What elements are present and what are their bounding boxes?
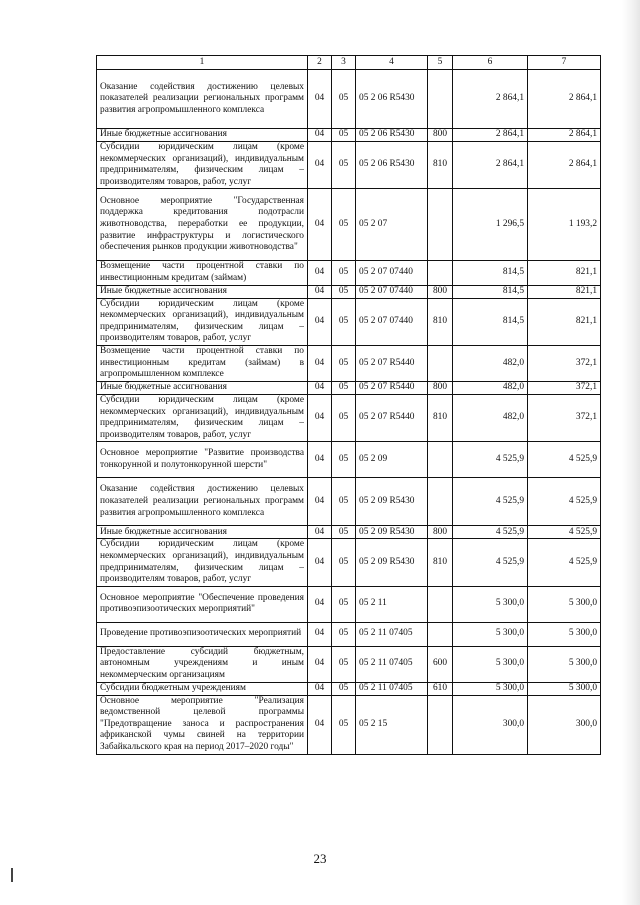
table-row: [97, 646, 601, 682]
row-code-3-cell: 05: [332, 189, 356, 261]
table-row: [97, 345, 601, 381]
row-code-4-cell: 05 2 07 07440: [356, 298, 428, 345]
row-code-3-cell: 05: [332, 478, 356, 526]
header-col-3: 3: [332, 56, 356, 70]
row-value-7-cell: 372,1: [528, 381, 601, 394]
row-value-7-cell: 4 525,9: [528, 478, 601, 526]
row-value-7-cell: 4 525,9: [528, 539, 601, 586]
budget-table: [96, 55, 601, 755]
row-code-3-cell: 05: [332, 70, 356, 129]
row-name-cell: Иные бюджетные ассигнования: [97, 381, 308, 394]
row-code-2-cell: 04: [308, 142, 332, 189]
row-value-7-cell: 5 300,0: [528, 586, 601, 622]
scan-edge-shadow: [622, 0, 640, 905]
row-code-5-cell: 800: [428, 285, 453, 298]
row-name-cell: Иные бюджетные ассигнования: [97, 526, 308, 539]
row-value-7-cell: 1 193,2: [528, 189, 601, 261]
row-value-6-cell: 4 525,9: [453, 526, 528, 539]
row-value-7-cell: 5 300,0: [528, 622, 601, 646]
row-value-6-cell: 814,5: [453, 298, 528, 345]
row-code-3-cell: 05: [332, 586, 356, 622]
row-code-3-cell: 05: [332, 261, 356, 285]
row-code-3-cell: 05: [332, 695, 356, 754]
row-name-cell: Основное мероприятие "Развитие производства тонкорунной и полутонкорунной шерсти": [97, 442, 308, 478]
row-value-6-cell: 2 864,1: [453, 129, 528, 142]
row-value-6-cell: 814,5: [453, 285, 528, 298]
row-value-6-cell: 5 300,0: [453, 622, 528, 646]
table-row: [97, 189, 601, 261]
row-value-7-cell: 5 300,0: [528, 682, 601, 695]
row-code-5-cell: [428, 189, 453, 261]
row-code-4-cell: 05 2 09 R5430: [356, 478, 428, 526]
row-code-2-cell: 04: [308, 129, 332, 142]
row-code-5-cell: 810: [428, 394, 453, 441]
row-name-cell: Субсидии юридическим лицам (кроме некоммерческих организаций), индивидуальным предпринимателям, физическим лицам – производителям товаров, работ, услуг: [97, 142, 308, 189]
table-row: [97, 682, 601, 695]
row-name-cell: Иные бюджетные ассигнования: [97, 285, 308, 298]
row-code-3-cell: 05: [332, 622, 356, 646]
row-name-cell: Основное мероприятие "Государственная поддержка кредитования подотрасли животноводства, переработки ее продукции, развитие инфраструктуры и логистического обеспечения рынков продукции животноводства": [97, 189, 308, 261]
row-name-cell: Проведение противоэпизоотических мероприятий: [97, 622, 308, 646]
row-value-7-cell: 2 864,1: [528, 129, 601, 142]
table-row: [97, 526, 601, 539]
row-name-cell: Возмещение части процентной ставки по инвестиционным кредитам (займам) в агропромышленном комплексе: [97, 345, 308, 381]
row-value-6-cell: 4 525,9: [453, 539, 528, 586]
row-code-5-cell: [428, 261, 453, 285]
row-code-5-cell: 610: [428, 682, 453, 695]
row-code-4-cell: 05 2 11 07405: [356, 682, 428, 695]
row-code-4-cell: 05 2 09: [356, 442, 428, 478]
row-value-7-cell: 372,1: [528, 345, 601, 381]
page-number: 23: [313, 851, 327, 866]
row-code-2-cell: 04: [308, 70, 332, 129]
row-value-7-cell: 821,1: [528, 298, 601, 345]
row-name-cell: Субсидии юридическим лицам (кроме некоммерческих организаций), индивидуальным предпринимателям, физическим лицам – производителям товаров, работ, услуг: [97, 298, 308, 345]
header-col-5: 5: [428, 56, 453, 70]
row-code-3-cell: 05: [332, 142, 356, 189]
row-code-5-cell: 800: [428, 526, 453, 539]
row-code-3-cell: 05: [332, 646, 356, 682]
row-code-2-cell: 04: [308, 298, 332, 345]
header-row: [97, 56, 601, 70]
row-name-cell: Оказание содействия достижению целевых показателей реализации региональных программ развития агропромышленного комплекса: [97, 478, 308, 526]
table-row: [97, 285, 601, 298]
table-row: [97, 586, 601, 622]
row-code-2-cell: 04: [308, 189, 332, 261]
table-row: [97, 70, 601, 129]
row-code-2-cell: 04: [308, 261, 332, 285]
row-value-6-cell: 482,0: [453, 394, 528, 441]
row-code-2-cell: 04: [308, 442, 332, 478]
row-code-4-cell: 05 2 11 07405: [356, 646, 428, 682]
row-value-7-cell: 4 525,9: [528, 442, 601, 478]
row-value-6-cell: 814,5: [453, 261, 528, 285]
row-code-3-cell: 05: [332, 381, 356, 394]
row-code-2-cell: 04: [308, 381, 332, 394]
row-code-5-cell: 800: [428, 129, 453, 142]
row-name-cell: Основное мероприятие "Реализация ведомственной целевой программы "Предотвращение заноса и распространения африканской чумы свиней на территории Забайкальского края на период 2017–2020 годы": [97, 695, 308, 754]
table-row: [97, 478, 601, 526]
row-code-2-cell: 04: [308, 586, 332, 622]
row-value-7-cell: 821,1: [528, 285, 601, 298]
row-code-4-cell: 05 2 07 07440: [356, 285, 428, 298]
row-value-7-cell: 300,0: [528, 695, 601, 754]
row-code-2-cell: 04: [308, 622, 332, 646]
table-row: [97, 394, 601, 441]
header-col-4: 4: [356, 56, 428, 70]
row-code-4-cell: 05 2 07 07440: [356, 261, 428, 285]
row-code-2-cell: 04: [308, 682, 332, 695]
row-code-5-cell: [428, 345, 453, 381]
row-name-cell: Иные бюджетные ассигнования: [97, 129, 308, 142]
row-value-7-cell: 4 525,9: [528, 526, 601, 539]
row-code-4-cell: 05 2 06 R5430: [356, 129, 428, 142]
scan-artifact-mark: [11, 868, 13, 882]
row-code-3-cell: 05: [332, 129, 356, 142]
row-code-4-cell: 05 2 07 R5440: [356, 381, 428, 394]
row-code-4-cell: 05 2 09 R5430: [356, 539, 428, 586]
row-code-4-cell: 05 2 06 R5430: [356, 142, 428, 189]
row-value-6-cell: 482,0: [453, 345, 528, 381]
row-code-2-cell: 04: [308, 285, 332, 298]
table-row: [97, 129, 601, 142]
row-value-6-cell: 4 525,9: [453, 442, 528, 478]
row-code-3-cell: 05: [332, 298, 356, 345]
table-row: [97, 442, 601, 478]
row-code-5-cell: [428, 586, 453, 622]
row-value-6-cell: 5 300,0: [453, 682, 528, 695]
row-name-cell: Оказание содействия достижению целевых показателей реализации региональных программ развития агропромышленного комплекса: [97, 70, 308, 129]
row-code-5-cell: [428, 695, 453, 754]
row-code-5-cell: 800: [428, 381, 453, 394]
table-row: [97, 695, 601, 754]
row-code-2-cell: 04: [308, 526, 332, 539]
row-code-4-cell: 05 2 07: [356, 189, 428, 261]
header-col-1: 1: [97, 56, 308, 70]
row-code-3-cell: 05: [332, 285, 356, 298]
row-code-5-cell: 810: [428, 539, 453, 586]
row-value-6-cell: 4 525,9: [453, 478, 528, 526]
header-col-7: 7: [528, 56, 601, 70]
row-code-5-cell: [428, 478, 453, 526]
row-code-5-cell: 600: [428, 646, 453, 682]
row-code-4-cell: 05 2 11 07405: [356, 622, 428, 646]
row-value-7-cell: 821,1: [528, 261, 601, 285]
row-code-2-cell: 04: [308, 345, 332, 381]
table-row: [97, 381, 601, 394]
row-name-cell: Субсидии юридическим лицам (кроме некоммерческих организаций), индивидуальным предпринимателям, физическим лицам – производителям товаров, работ, услуг: [97, 394, 308, 441]
row-value-6-cell: 5 300,0: [453, 586, 528, 622]
row-value-7-cell: 372,1: [528, 394, 601, 441]
row-value-6-cell: 482,0: [453, 381, 528, 394]
row-code-3-cell: 05: [332, 394, 356, 441]
row-code-3-cell: 05: [332, 442, 356, 478]
header-col-6: 6: [453, 56, 528, 70]
row-code-3-cell: 05: [332, 682, 356, 695]
row-code-3-cell: 05: [332, 345, 356, 381]
row-code-3-cell: 05: [332, 526, 356, 539]
row-value-7-cell: 2 864,1: [528, 142, 601, 189]
row-name-cell: Субсидии бюджетным учреждениям: [97, 682, 308, 695]
row-name-cell: Основное мероприятие "Обеспечение проведения противоэпизоотических мероприятий": [97, 586, 308, 622]
row-code-5-cell: 810: [428, 142, 453, 189]
row-code-4-cell: 05 2 15: [356, 695, 428, 754]
row-code-4-cell: 05 2 11: [356, 586, 428, 622]
row-value-7-cell: 5 300,0: [528, 646, 601, 682]
row-code-2-cell: 04: [308, 539, 332, 586]
budget-table-body: [97, 56, 601, 755]
row-code-4-cell: 05 2 09 R5430: [356, 526, 428, 539]
row-name-cell: Предоставление субсидий бюджетным, автономным учреждениям и иным некоммерческим организациям: [97, 646, 308, 682]
table-row: [97, 539, 601, 586]
row-code-4-cell: 05 2 06 R5430: [356, 70, 428, 129]
table-row: [97, 142, 601, 189]
row-code-5-cell: 810: [428, 298, 453, 345]
row-code-3-cell: 05: [332, 539, 356, 586]
row-value-6-cell: 1 296,5: [453, 189, 528, 261]
table-row: [97, 298, 601, 345]
table-row: [97, 261, 601, 285]
row-code-4-cell: 05 2 07 R5440: [356, 345, 428, 381]
row-code-2-cell: 04: [308, 394, 332, 441]
row-name-cell: Возмещение части процентной ставки по инвестиционным кредитам (займам): [97, 261, 308, 285]
table-row: [97, 622, 601, 646]
row-code-2-cell: 04: [308, 478, 332, 526]
row-value-6-cell: 300,0: [453, 695, 528, 754]
row-value-6-cell: 2 864,1: [453, 142, 528, 189]
row-code-5-cell: [428, 622, 453, 646]
header-col-2: 2: [308, 56, 332, 70]
row-code-2-cell: 04: [308, 646, 332, 682]
row-value-7-cell: 2 864,1: [528, 70, 601, 129]
row-value-6-cell: 5 300,0: [453, 646, 528, 682]
row-code-4-cell: 05 2 07 R5440: [356, 394, 428, 441]
row-name-cell: Субсидии юридическим лицам (кроме некоммерческих организаций), индивидуальным предпринимателям, физическим лицам – производителям товаров, работ, услуг: [97, 539, 308, 586]
row-value-6-cell: 2 864,1: [453, 70, 528, 129]
row-code-5-cell: [428, 70, 453, 129]
row-code-5-cell: [428, 442, 453, 478]
row-code-2-cell: 04: [308, 695, 332, 754]
